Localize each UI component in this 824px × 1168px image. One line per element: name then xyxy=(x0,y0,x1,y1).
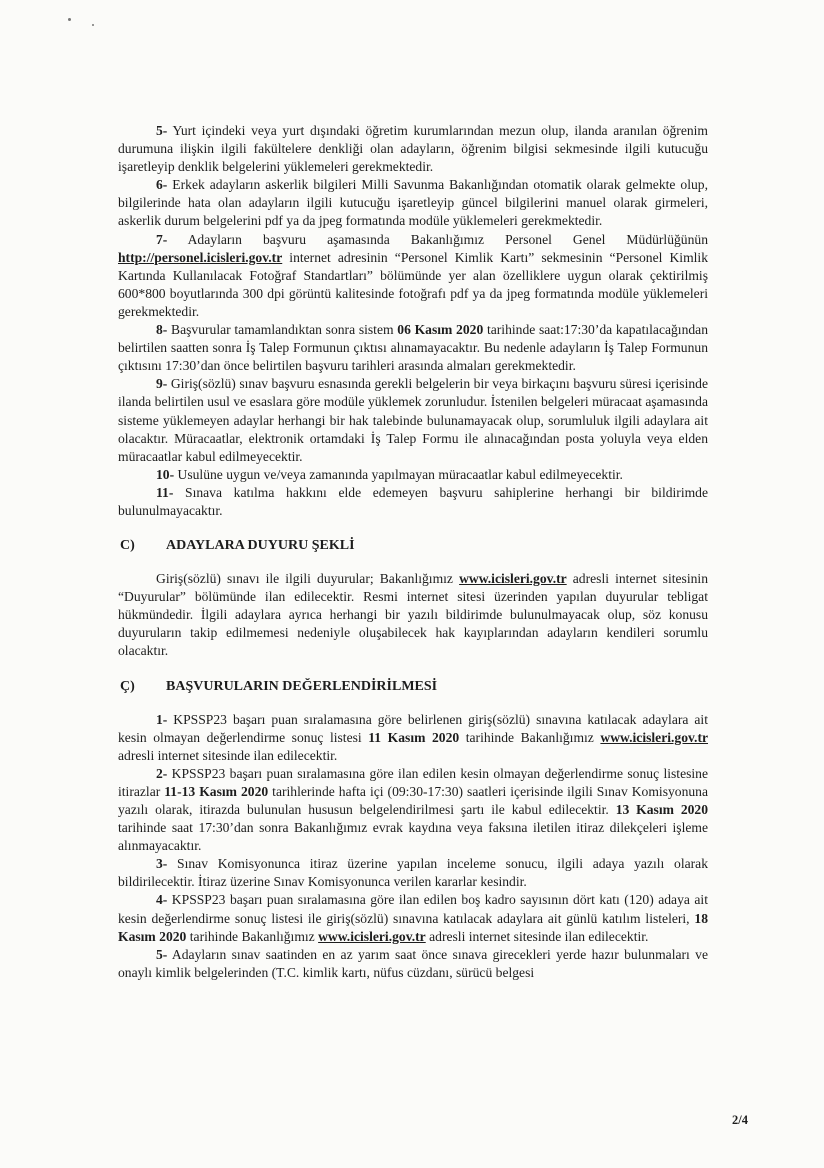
paragraph-item-5: 5- Yurt içindeki veya yurt dışındaki öğretim kurumlarından mezun olup, ilanda aranılan öğrenim durumuna ilişkin ilgili fakültelere denkliği olan adayların, öğrenim bilgisi sekmesinde ilgili kutucuğu işaretleyip denklik belgelerini yüklemeleri gerekmektedir. xyxy=(118,123,708,175)
paragraph-item-9: 9- Giriş(sözlü) sınav başvuru esnasında gerekli belgelerin bir veya birkaçını başvuru süresi içerisinde ilanda belirtilen usul ve esaslara göre modüle yüklemek zorunludur. İstenilen belgeleri müracaat aşamasında sisteme yüklemeyen adaylar herhangi bir hak talebinde bulunamayacak olup, sorumluluk ilgili adaylara ait olacaktır. Müracaatlar, elektronik ortamdaki İş Talep Formu ile alınacağından posta yoluyla veya elden müracaatlar kabul edilmeyecektir. xyxy=(118,376,708,464)
document-body xyxy=(118,122,708,982)
paragraph-eval-5: 5- Adayların sınav saatinden en az yarım saat önce sınava girecekleri yerde hazır bulunmaları ve onaylı kimlik belgelerinden (T.C. kimlik kartı, nüfus cüzdanı, sürücü belgesi xyxy=(118,946,708,980)
icisleri-link[interactable]: www.icisleri.gov.tr xyxy=(600,729,709,745)
icisleri-link[interactable]: www.icisleri.gov.tr xyxy=(459,571,567,587)
section-heading-c: C) ADAYLARA DUYURU ŞEKLİ xyxy=(120,538,355,554)
paragraph-item-10: 10- Usulüne uygun ve/veya zamanında yapılmayan müracaatlar kabul edilmeyecektir. xyxy=(156,466,623,482)
scan-speck xyxy=(92,24,94,26)
page-number: 2/4 xyxy=(732,1113,748,1127)
paragraph-eval-2: 2- KPSSP23 başarı puan sıralamasına göre ilan edilen kesin olmayan değerlendirme sonuç listesine itirazlar 11-13 Kasım 2020 tarihlerinde hafta içi (09:30-17:30) saatleri içerisinde ilgili Sınav Komisyonuna yazılı olarak, itirazda bulunulan hususun belgelendirilmesi şartı ile kabul edilecektir. 13 Kasım 2020 tarihinde saat 17:30’dan sonra Bakanlığımız evrak kaydına veya faksına iletilen itiraz dilekçeleri işleme alınmayacaktır. xyxy=(118,765,709,854)
paragraph-eval-4: 4- KPSSP23 başarı puan sıralamasına göre ilan edilen boş kadro sayısının dört katı (120) adaya ait kesin değerlendirme sonuç listesi ile giriş(sözlü) sınavına katılacak adaylara ait günlü katılım listeleri, 18 Kasım 2020 tarihinde Bakanlığımız www.icisleri.gov.tr adresli internet sitesinde ilan edilecektir. xyxy=(118,892,708,944)
icisleri-link[interactable]: www.icisleri.gov.tr xyxy=(318,928,426,944)
personel-link[interactable]: http://personel.icisleri.gov.tr xyxy=(118,249,283,265)
paragraph-item-11: 11- Sınava katılma hakkını elde edemeyen başvuru sahiplerine herhangi bir bildirimde bulunulmayacaktır. xyxy=(118,484,708,518)
paragraph-item-8: 8- Başvurular tamamlandıktan sonra sistem 06 Kasım 2020 tarihinde saat:17:30’da kapatılacağından belirtilen saatten sonra İş Talep Formunun çıktısı alınamayacaktır. Bu nedenle adayların İş Talep Formunun çıktısını 17:30’dan önce belirtilen başvuru tarihleri arasında almaları gerekmektedir. xyxy=(118,322,709,374)
paragraph-eval-1: 1- KPSSP23 başarı puan sıralamasına göre belirlenen giriş(sözlü) sınavına katılacak adaylara ait kesin olmayan değerlendirme sonuç listesi 11 Kasım 2020 tarihinde Bakanlığımız www.icisleri.gov.tr adresli internet sitesinde ilan edilecektir. xyxy=(118,711,709,763)
paragraph-item-7: 7- Adayların başvuru aşamasında Bakanlığımız Personel Genel Müdürlüğünün http://personel.icisleri.gov.tr internet adresinin “Personel Kimlik Kartı” sekmesinin “Personel Kimlik Kartında Kullanılacak Fotoğraf Standartları” bölümünde yer alan özelliklere uygun olarak çektirilmiş 600*800 boyutlarında 300 dpi görüntü kalitesinde fotoğrafı pdf ya da jpeg formatında modüle yüklemeleri gerekmektedir. xyxy=(118,231,708,319)
paragraph-eval-3: 3- Sınav Komisyonunca itiraz üzerine yapılan inceleme sonucu, ilgili adaya yazılı olarak bildirilecektir. İtiraz üzerine Sınav Komisyonunca verilen kararlar kesindir. xyxy=(118,856,708,890)
scan-speck xyxy=(68,18,71,21)
section-heading-cc: Ç) BAŞVURULARIN DEĞERLENDİRİLMESİ xyxy=(120,678,438,694)
paragraph-announcements: Giriş(sözlü) sınavı ile ilgili duyurular; Bakanlığımız www.icisleri.gov.tr adresli internet sitesinin “Duyurular” bölümünde ilan edilecektir. Resmi internet sitesi üzerinden yapılan duyurular tebligat hükmündedir. İlgili adaylara ayrıca herhangi bir yazılı bildirimde bulunulmayacak olup, söz konusu duyuruların takip edilmemesi nedeniyle oluşabilecek hak kayıplarından adayların kendileri sorumlu olacaktır. xyxy=(118,571,708,659)
paragraph-item-6: 6- Erkek adayların askerlik bilgileri Milli Savunma Bakanlığından otomatik olarak gelmekte olup, bilgilerinde hata olan adayların ilgili kutucuğu işaretleyip güncel bilgilerini manuel olarak girmeleri, askerlik durum belgelerini pdf ya da jpeg formatında modüle yüklemeleri gerekmektedir. xyxy=(118,177,708,229)
